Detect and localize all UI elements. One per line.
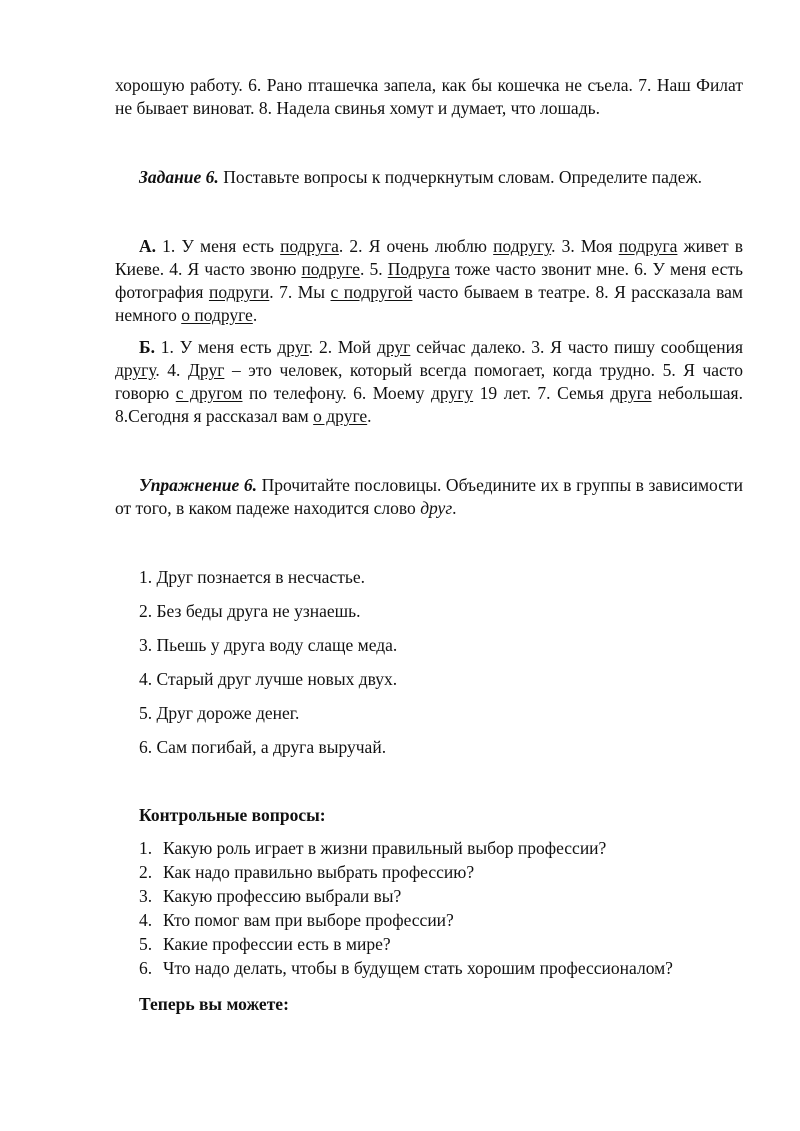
proverb-item: 6. Сам погибай, а друга выручай. [139, 737, 387, 757]
exercise6-label: Упражнение 6. [139, 475, 257, 495]
question-text: Что надо делать, чтобы в будущем стать хорошим профессионалом? [163, 958, 673, 978]
exercise6-word: друг [420, 498, 453, 518]
task6-text: Поставьте вопросы к подчеркнутым словам. Определите падеж. [218, 167, 703, 187]
part-a-label: А. [139, 236, 157, 256]
intro-paragraph: хорошую работу. 6. Рано пташечка запела, как бы кошечка не съела. 7. Наш Филат не бывает виноват. 8. Надела свинья хомут и думает, что лошадь. [115, 75, 743, 118]
underlined-word: с другом [175, 383, 243, 403]
exercise6-paragraph [115, 474, 743, 520]
exercise6-end: . [452, 498, 457, 518]
proverb-item: 5. Друг дороже денег. [139, 703, 300, 723]
task6-label: Задание 6. [139, 167, 219, 187]
part-a-text: . 3. Моя [551, 236, 619, 256]
task6-paragraph [115, 166, 743, 189]
underlined-word: о подруге [181, 305, 253, 325]
control-question-item [139, 933, 743, 957]
underlined-word: другу [431, 383, 474, 403]
part-a-text: . 5. [359, 259, 388, 279]
underlined-word: с подругой [330, 282, 413, 302]
question-number: 3. [139, 886, 153, 906]
part-a-text: 1. У меня есть [156, 236, 281, 256]
part-b-paragraph [115, 336, 743, 428]
control-question-item [139, 861, 743, 885]
underlined-word: подруги [208, 282, 270, 302]
question-number: 4. [139, 910, 153, 930]
proverb-list [139, 566, 743, 770]
part-b-text: . [367, 406, 372, 426]
question-number: 6. [139, 958, 153, 978]
control-questions-list [139, 837, 743, 981]
exercise6-text: Прочитайте пословицы. Объедините их в группы в зависимости от того, в каком падеже находится слово [115, 475, 743, 518]
part-b-text: сейчас далеко. 3. Я часто пишу сообщения [410, 337, 744, 357]
question-text: Кто помог вам при выборе профессии? [163, 910, 454, 930]
underlined-word: подругу [493, 236, 552, 256]
part-b-text: 1. У меня есть [154, 337, 278, 357]
proverb-item: 2. Без беды друга не узнаешь. [139, 601, 361, 621]
part-b-text: по телефону. 6. Моему [242, 383, 432, 403]
question-text: Какие профессии есть в мире? [163, 934, 391, 954]
proverb-item: 3. Пьешь у друга воду слаще меда. [139, 635, 398, 655]
part-a-text: часто бываем в театре. 8. Я рассказала вам немного [115, 282, 743, 325]
part-a-text: тоже часто звонит мне. 6. У меня есть фотография [115, 259, 744, 302]
underlined-word: подруга [280, 236, 339, 256]
question-text: Как надо правильно выбрать профессию? [163, 862, 475, 882]
control-question-item [139, 837, 743, 861]
part-a-text: . 7. Мы [269, 282, 331, 302]
part-b-text: . 2. Мой [308, 337, 377, 357]
part-b-text: небольшая. 8.Сегодня я рассказал вам [115, 383, 743, 426]
part-b-label: Б. [139, 337, 155, 357]
part-b-text: . 4. [155, 360, 188, 380]
part-a-paragraph [115, 235, 743, 327]
proverb-item: 4. Старый друг лучше новых двух. [139, 669, 398, 689]
part-b-text: 19 лет. 7. Семья [473, 383, 611, 403]
part-a-text: . 2. Я очень люблю [338, 236, 494, 256]
question-number: 5. [139, 934, 153, 954]
part-a-text: живет в Киеве. 4. Я часто звоню [115, 236, 744, 279]
now-you-can-heading: Теперь вы можете: [139, 994, 289, 1014]
underlined-word: подруге [301, 259, 360, 279]
question-number: 2. [139, 862, 153, 882]
control-question-item [139, 885, 743, 909]
control-questions-heading: Контрольные вопросы: [139, 805, 326, 825]
underlined-word: Подруга [387, 259, 450, 279]
control-question-item [139, 957, 743, 981]
control-question-item [139, 909, 743, 933]
question-text: Какую профессию выбрали вы? [163, 886, 402, 906]
underlined-word: друга [610, 383, 652, 403]
part-b-text: – это человек, который всегда помогает, когда трудно. 5. Я часто говорю [115, 360, 743, 403]
question-text: Какую роль играет в жизни правильный выбор профессии? [163, 838, 607, 858]
underlined-word: Друг [187, 360, 225, 380]
proverb-item: 1. Друг познается в несчастье. [139, 567, 365, 587]
underlined-word: подруга [618, 236, 678, 256]
underlined-word: другу [115, 360, 156, 380]
underlined-word: о друге [313, 406, 368, 426]
question-number: 1. [139, 838, 153, 858]
part-a-text: . [252, 305, 258, 325]
underlined-word: друг [277, 337, 309, 357]
underlined-word: друг [376, 337, 411, 357]
document-page [115, 74, 743, 1016]
